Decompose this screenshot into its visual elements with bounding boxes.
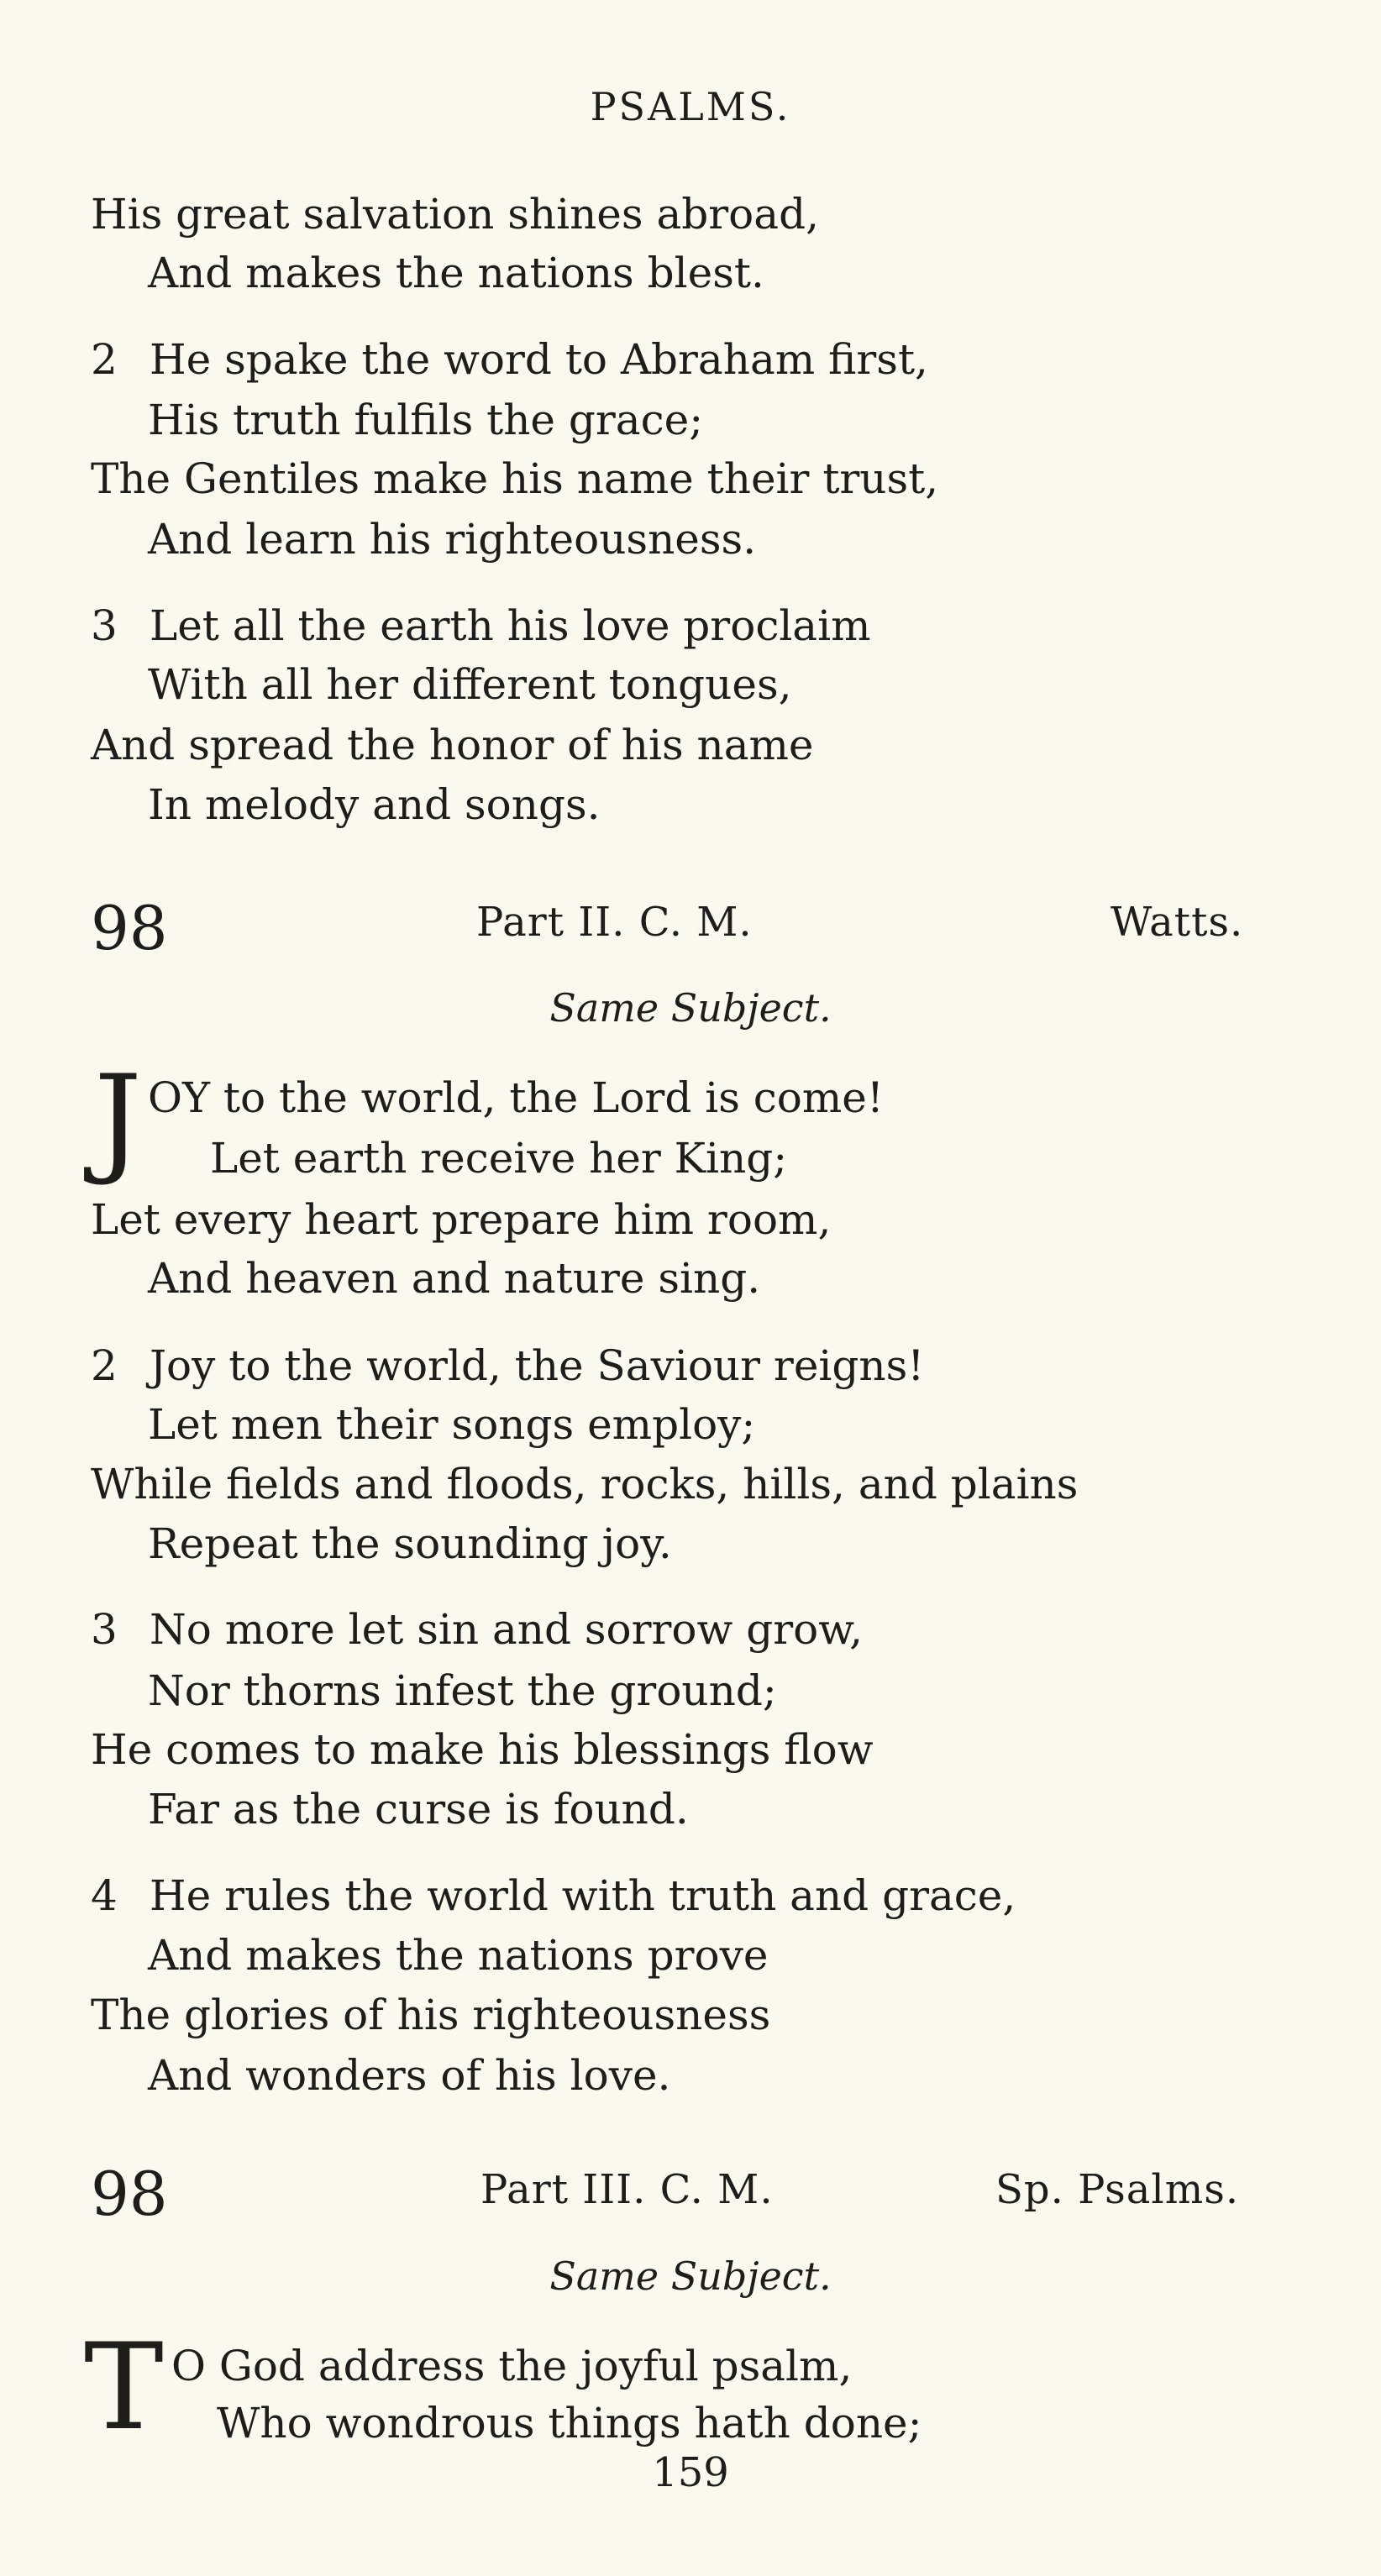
verse-line: Far as the curse is found. [148, 1785, 689, 1834]
verse-line: Let every heart prepare him room, [91, 1195, 832, 1244]
drop-cap: T [84, 2318, 164, 2457]
verse-line: O God address the joyful psalm, [171, 2342, 853, 2390]
verse-line: And makes the nations blest. [148, 249, 764, 297]
verse-line: 2 Joy to the world, the Saviour reigns! [91, 1341, 925, 1390]
verse-line: And heaven and nature sing. [148, 1254, 761, 1303]
hymn-number: 98 [91, 893, 168, 963]
verse-line: The Gentiles make his name their trust, [91, 454, 939, 503]
hymn-meter: Part II. C. M. [476, 899, 753, 946]
verse-line: And wonders of his love. [148, 2051, 671, 2100]
verse-line: His truth fulfils the grace; [148, 396, 704, 444]
verse-line: 3 Let all the earth his love proclaim [91, 601, 871, 650]
hymn-author: Watts. [1111, 899, 1244, 946]
verse-line: The glories of his righteousness [91, 1991, 771, 2039]
verse-line: 2 He spake the word to Abraham first, [91, 335, 928, 384]
verse-line: Let earth receive her King; [210, 1134, 788, 1183]
verse-line: And spread the honor of his name [91, 721, 814, 769]
verse-line: Nor thorns infest the ground; [148, 1666, 777, 1715]
stanza-number: 3 [91, 601, 118, 650]
verse-line: And makes the nations prove [148, 1931, 769, 1980]
drop-cap: J [94, 1050, 142, 1188]
page-number: 159 [652, 2449, 729, 2496]
verse-line: 3 No more let sin and sorrow grow, [91, 1605, 863, 1654]
verse-line: Let men their songs employ; [148, 1400, 756, 1449]
running-head: PSALMS. [590, 84, 791, 129]
verse-line: And learn his righteousness. [148, 515, 757, 564]
verse-line: He comes to make his blessings flow [91, 1725, 874, 1774]
hymn-subtitle: Same Subject. [549, 985, 832, 1031]
hymn-meter: Part III. C. M. [480, 2166, 774, 2213]
verse-line: Who wondrous things hath done; [217, 2399, 922, 2447]
verse-line: Repeat the sounding joy. [148, 1519, 672, 1568]
stanza-number: 2 [91, 335, 118, 384]
verse-line: While fields and floods, rocks, hills, and plains [91, 1460, 1079, 1508]
stanza-number: 2 [91, 1341, 118, 1390]
verse-line: 4 He rules the world with truth and grace, [91, 1871, 1016, 1920]
stanza-number: 3 [91, 1605, 118, 1654]
stanza-number: 4 [91, 1871, 118, 1920]
verse-line: OY to the world, the Lord is come! [148, 1073, 884, 1122]
verse-line: In melody and songs. [148, 780, 601, 829]
verse-line: His great salvation shines abroad, [91, 190, 819, 239]
hymn-author: Sp. Psalms. [995, 2166, 1240, 2213]
hymn-subtitle: Same Subject. [549, 2253, 832, 2299]
hymn-number: 98 [91, 2159, 168, 2229]
verse-line: With all her different tongues, [148, 660, 792, 709]
